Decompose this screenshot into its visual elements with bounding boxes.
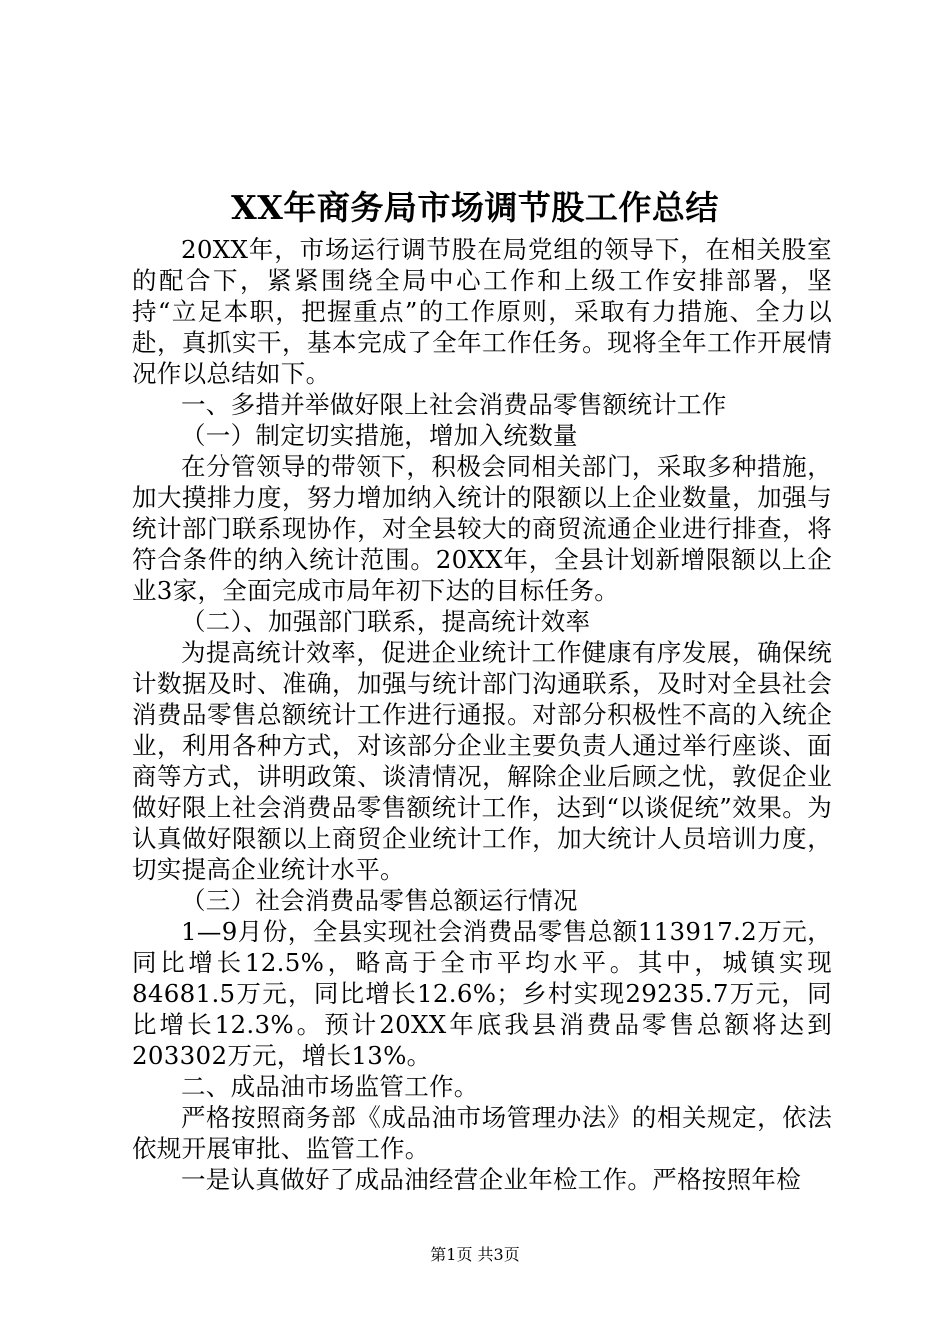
- paragraph-1-1: 在分管领导的带领下，积极会同相关部门，采取多种措施，加大摸排力度，努力增加纳入统计的限额以上企业数量，加强与统计部门联系现协作，对全县较大的商贸流通企业进行排查，将符合条件的纳入统计范围。20XX年，全县计划新增限额以上企业3家，全面完成市局年初下达的目标任务。: [132, 452, 832, 605]
- document-title: XX年商务局市场调节股工作总结: [231, 188, 719, 227]
- paragraph-1-3: 1—9月份，全县实现社会消费品零售总额113917.2万元，同比增长12.5%，略高于全市平均水平。其中，城镇实现84681.5万元，同比增长12.6%；乡村实现29235.7万元，同比增长12.3%。预计20XX年底我县消费品零售总额将达到203302万元，增长13%。: [132, 917, 832, 1070]
- section-heading-1: 一、多措并举做好限上社会消费品零售额统计工作: [181, 390, 727, 419]
- paragraph-1-2: 为提高统计效率，促进企业统计工作健康有序发展，确保统计数据及时、准确，加强与统计部门沟通联系，及时对全县社会消费品零售总额统计工作进行通报。对部分积极性不高的入统企业，利用各种方式，对该部分企业主要负责人通过举行座谈、面商等方式，讲明政策、谈清情况，解除企业后顾之忧，敦促企业做好限上社会消费品零售额统计工作，达到“以谈促统”效果。为认真做好限额以上商贸企业统计工作，加大统计人员培训力度，切实提高企业统计水平。: [132, 638, 832, 884]
- section-heading-2: 二、成品油市场监管工作。: [181, 1072, 479, 1101]
- subsection-heading-1-2: （二）、加强部门联系，提高统计效率: [181, 607, 591, 636]
- paragraph-2-2: 一是认真做好了成品油经营企业年检工作。严格按照年检: [181, 1165, 801, 1194]
- subsection-heading-1-3: （三）社会消费品零售总额运行情况: [181, 886, 578, 915]
- subsection-heading-1-1: （一）制定切实措施，增加入统数量: [181, 421, 578, 450]
- page-footer: 第1页 共3页: [430, 1245, 520, 1264]
- paragraph-2-1: 严格按照商务部《成品油市场管理办法》的相关规定，依法依规开展审批、监管工作。: [132, 1103, 832, 1163]
- document-body: [132, 234, 832, 1195]
- paragraph-intro: 20XX年，市场运行调节股在局党组的领导下，在相关股室的配合下，紧紧围绕全局中心工作和上级工作安排部署，坚持“立足本职，把握重点”的工作原则，采取有力措施、全力以赴，真抓实干，基本完成了全年工作任务。现将全年工作开展情况作以总结如下。: [132, 235, 832, 388]
